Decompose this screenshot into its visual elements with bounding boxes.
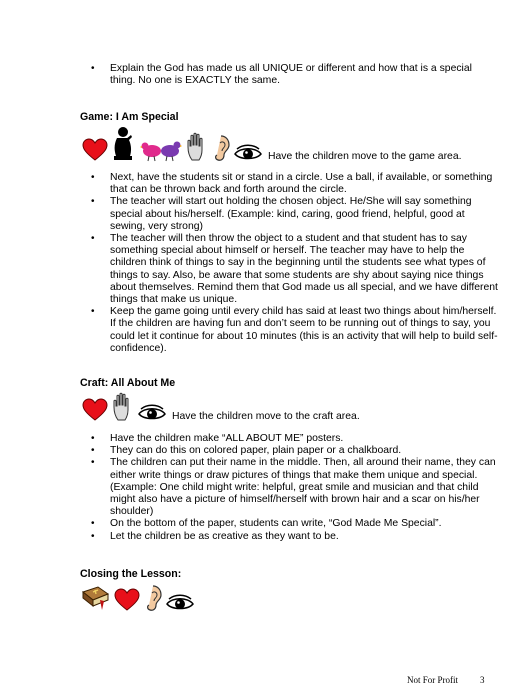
hand-icon [112, 392, 134, 422]
hand-icon [186, 132, 208, 162]
list-item: • On the bottom of the paper, students can write, “God Made Me Special”. [80, 518, 500, 530]
game-section [80, 172, 500, 355]
list-item: • They can do this on colored paper, plain paper or a chalkboard. [80, 445, 500, 457]
eye-icon [138, 404, 166, 422]
game-bullet-list [80, 172, 500, 355]
praying-child-icon [112, 126, 136, 162]
closing-heading: Closing the Lesson: [80, 568, 182, 580]
list-item: • Keep the game going until every child has said at least two things about him/herself. If the children are having fun and don’t seem to be running out of things to say, you could let it continue for about 10 minutes (this is an activity that will help to build self-confidence). [80, 306, 500, 355]
ear-icon [212, 134, 230, 162]
game-icon-row [82, 126, 462, 162]
heart-icon [82, 398, 108, 422]
closing-icon-row [80, 584, 198, 612]
intro-bullet-list [80, 63, 500, 87]
list-item: • Have the children make “ALL ABOUT ME” posters. [80, 433, 500, 445]
craft-move-instruction: Have the children move to the craft area. [172, 411, 360, 422]
eye-icon [234, 144, 262, 162]
footer-note: Not For Profit [407, 675, 459, 685]
heart-icon [82, 138, 108, 162]
list-item: • Explain the God has made us all UNIQUE or different and how that is a special thing. No one is EXACTLY the same. [80, 63, 500, 87]
intro-section [80, 63, 500, 87]
game-move-instruction: Have the children move to the game area. [268, 151, 462, 162]
craft-bullet-list [80, 433, 500, 543]
bible-icon [80, 584, 110, 612]
craft-section [80, 433, 500, 543]
ear-icon [144, 584, 162, 612]
list-item: • The teacher will then throw the object to a student and that student has to say something special about himself or herself. The teacher may have to help the children think of things to say in the beginning until the students see what types of things to say. Also, be aware that some students are shy about saying nice things about themselves. Remind them that God made us all special, and we have different things that make us unique. [80, 233, 500, 306]
page-number: 3 [480, 675, 485, 685]
craft-icon-row [82, 392, 360, 422]
heart-icon [114, 588, 140, 612]
list-item: • The teacher will start out holding the chosen object. He/She will say something special about his/herself. (Example: kind, caring, good friend, helpful, good at sewing, very strong) [80, 196, 500, 233]
game-heading: Game: I Am Special [80, 111, 179, 123]
eye-icon [166, 594, 194, 612]
list-item: • Next, have the students sit or stand in a circle. Use a ball, if available, or something that can be thrown back and forth around the circle. [80, 172, 500, 196]
craft-heading: Craft: All About Me [80, 377, 176, 389]
list-item: • The children can put their name in the middle. Then, all around their name, they can either write things or draw pictures of things that make them unique and special. (Example: One child might write: helpful, great smile and musician and that child might also have a picture of himself/herself with brown hair and a scar on his/her shoulder) [80, 457, 500, 518]
birds-icon [140, 136, 182, 162]
list-item: • Let the children be as creative as they want to be. [80, 531, 500, 543]
